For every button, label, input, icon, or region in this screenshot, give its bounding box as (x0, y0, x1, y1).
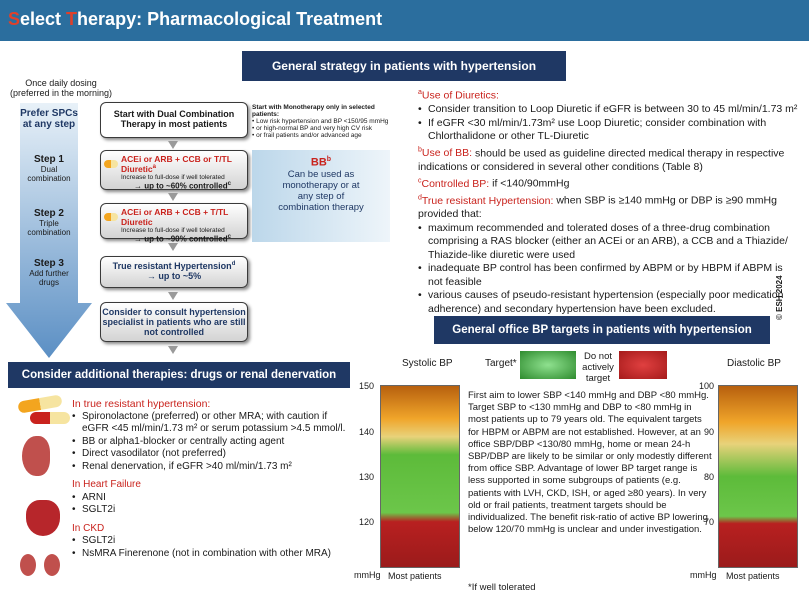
heart-icon (26, 500, 60, 536)
flow-arrow (168, 292, 178, 300)
general-strategy-header: General strategy in patients with hypertension (242, 51, 566, 81)
legend-systolic: Systolic BP (402, 358, 453, 369)
pills-icon (17, 394, 62, 413)
pills-icon (30, 412, 70, 424)
kidney-icon (22, 436, 50, 476)
flow-arrow (168, 193, 178, 201)
prefer-spc: Prefer SPCs at any step (20, 108, 78, 130)
diastolic-bar (718, 385, 798, 568)
flow-arrow (168, 141, 178, 149)
dia-unit: mmHg (690, 570, 717, 580)
additional-therapies-header: Consider additional therapies: drugs or renal denervation (8, 362, 350, 388)
pill-icon (104, 213, 118, 221)
step1-box: ACEi or ARB + CCB or T/TL Diuretic$^a$ Increase to full-dose if well tolerated → up to ~60% controlled$^c$ (100, 150, 248, 190)
sys-tick: 150 (358, 381, 374, 391)
step-3: Step 3 Add further drugs (29, 258, 69, 287)
dia-tick: 70 (703, 517, 714, 527)
legend-target-swatch (520, 351, 576, 379)
start-dual-box: Start with Dual Combination Therapy in most patients (100, 102, 248, 138)
additional-list: In true resistant hypertension: • Spironolactone (preferred) or other MRA; with caution if eGFR <45 ml/min/1.73 m² or serum potassium >4.5 mmol/l. • BB or alpha1-blocker or centrally acting agent • Direct vasodilator (not preferred) • Renal denervation, if eGFR >40 ml/min/1.73 m² In Heart Failure • ARNI • SGLT2i In CKD • SGLT2i • NsMRA Finerenone (not in combination with other MRA) (72, 398, 354, 560)
systolic-bar (380, 385, 460, 568)
flow-arrow (168, 346, 178, 354)
kidneys-icon (20, 554, 36, 576)
bb-box: $BB^b$ Can be used as monotherapy or at any step of combination therapy (252, 150, 390, 242)
legend-not-target-label: Do not actively target (582, 351, 614, 384)
legend-not-target-swatch (619, 351, 667, 379)
monotherapy-note: Start with Monotherapy only in selected patients: • Low risk hypertension and BP <150/95 mmHg • or high-normal BP and very high CV risk • or frail patients and/or advanced age (252, 104, 389, 139)
sys-tick: 140 (358, 427, 374, 437)
pill-icon (104, 160, 118, 168)
dia-tick: 80 (703, 472, 714, 482)
sys-unit: mmHg (354, 570, 381, 580)
step3-box: True resistant Hypertension$^d$ → up to ~5% (100, 256, 248, 288)
targets-header: General office BP targets in patients with hypertension (434, 316, 770, 344)
step2-box: ACEi or ARB + CCB + T/TL Diuretic Increase to full-dose if well tolerated → up to ~90% controlled$^c$ (100, 203, 248, 239)
flow-arrow (168, 243, 178, 251)
sys-tick: 130 (358, 472, 374, 482)
dia-most-patients: Most patients (726, 571, 780, 581)
dia-tick: 90 (703, 427, 714, 437)
copyright: © ESH 2024 (775, 275, 784, 320)
page-title: Select Therapy: Pharmacological Treatment (0, 0, 809, 41)
step-1: Step 1 Dual combination (27, 154, 71, 183)
sys-tick: 120 (358, 517, 374, 527)
step-2: Step 2 Triple combination (27, 208, 71, 237)
sys-most-patients: Most patients (388, 571, 442, 581)
target-text: First aim to lower SBP <140 mmHg and DBP <80 mmHg. Target SBP to <130 mmHg and DBP to <80 mmHg in most patients up to 79 years old. The equivalent targets for HBPM or ABPM are not established. However, at an office SBP/DBP <130/80 mmHg, home or mean 24-h SBP/DBP are likely to be similar or only modestly different from office SBP. Advantage of lower BP target range is less supported in some subgroups of patients (e.g. patients with LVH, CKD, ISH, or aged ≥80 years). In very old or frail patients, treatment targets should be individualized. The benefit risk-ratio of active BP lowering below 120/70 mmHg is unclear and under investigation. (468, 390, 712, 536)
legend-diastolic: Diastolic BP (727, 358, 781, 369)
dia-tick: 100 (698, 381, 714, 391)
legend-target-label: Target* (485, 358, 517, 369)
kidneys-icon (44, 554, 60, 576)
notes-panel: $^a$Use of Diuretics: • Consider transition to Loop Diuretic if eGFR is between 30 to 45 ml/min/1.73 m² • If eGFR <30 ml/min/1.73m² use Loop Diuretic; consider combination with Chlorthalidone or other TL-Diuretic $^b$Use of BB: should be used as guideline directed medical therapy in respective indications or considered in several other conditions (Table 8) $^c$Controlled BP: if <140/90mmHg $^d$True resistant Hypertension: when SBP is ≥140 mmHg or DBP is ≥90 mmHg provided that: • maximum recommended and tolerated doses of a three-drug combination comprising a RAS blocker (either an ACEi or an ARB), a CCB and a Thiazide/ Thiazide-like diuretic were used • inadequate BP control has been confirmed by ABPM or by HBPM if ABPM is not feasible • various causes of pseudo-resistant hypertension (especially poor medication adherence) and secondary hypertension have been excluded. (418, 86, 798, 316)
consult-box: Consider to consult hypertension specialist in patients who are still not controlled (100, 302, 248, 342)
well-tolerated-note: *If well tolerated (468, 582, 536, 593)
dosing-note: Once daily dosing (preferred in the morning) (9, 78, 113, 98)
